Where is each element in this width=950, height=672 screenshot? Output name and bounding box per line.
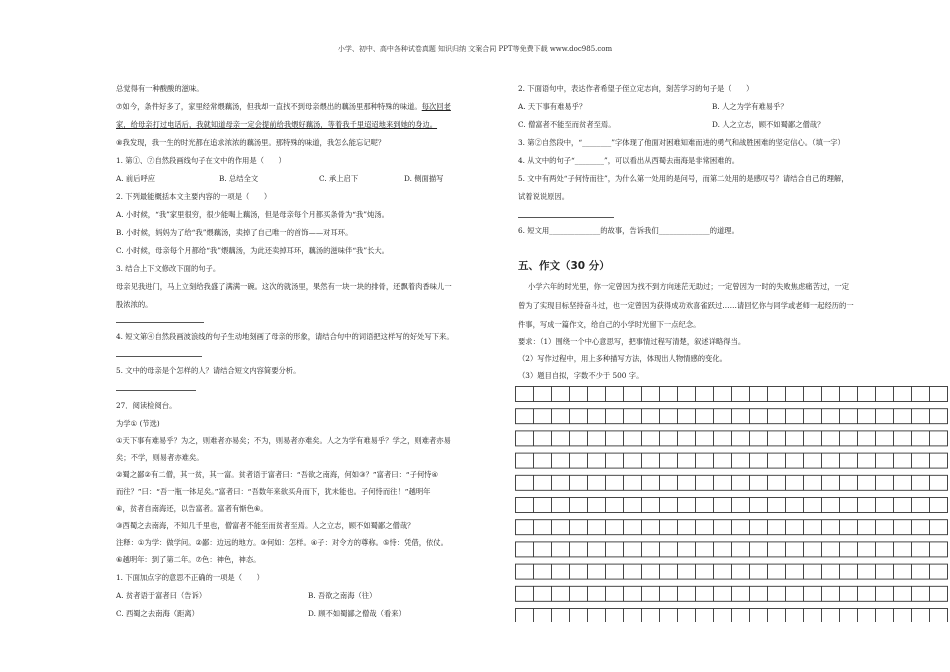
requirement: （2）写作过程中，用上多种描写方法，体现出人物情感的变化。 [518, 354, 727, 363]
classical-passage: 而往？”曰：“吾一瓶一钵足矣。”富者曰：“吾数年来欲买舟而下，犹未能也。子何恃而往！”越明年 [116, 487, 431, 496]
option-c[interactable]: C. 小时候，母亲每个月都给“我”煨藕汤，为此还卖掉耳环，藕汤的滋味伴“我”长大。 [116, 246, 389, 255]
annotation: ⑥越明年：到了第二年。⑦色：神色，神态。 [116, 555, 261, 564]
passage-line: 总觉得有一种酸酸的滋味。 [116, 84, 204, 93]
question-4: 4. 短文第④自然段画波浪线的句子生动地刻画了母亲的形象，请结合句中的词语把这样写的好处写下来。 [116, 332, 454, 341]
answer-line[interactable] [116, 390, 196, 391]
question-1: 1. 下面加点字的意思不正确的一项是（ ） [116, 573, 264, 582]
passage-title: 为学① (节选) [116, 419, 160, 428]
question-6: 6. 短文用______________的故事，告诉我们______________的道理。 [518, 226, 739, 235]
option-d[interactable]: D. 顾不如蜀鄙之僧哉（看来） [308, 609, 406, 618]
question-3-sentence: 母亲见我进门，马上立刻给我盛了满满一碗。这次的就汤里，果然有一块一块的排骨，还飘着肉香味儿一 [116, 282, 452, 291]
question-5: 试着说说原因。 [518, 192, 570, 201]
right-column [518, 80, 938, 380]
classical-passage: ②蜀之鄙②有二僧，其一贫，其一富。贫者语于富者曰：“吾欲之南海，何如③？”富者曰：“子何恃④ [116, 470, 439, 479]
option-a[interactable]: A. 小时候，“我”家里很穷，很少能喝上藕汤，但是母亲每个月都买条骨为“我”炖汤。 [116, 210, 389, 219]
essay-prompt: 件事，写成一篇作文，给自己的小学时光留下一点纪念。 [518, 320, 701, 329]
question-4: 4. 从文中的句子“________”，可以看出从西蜀去南海是非常困难的。 [518, 156, 740, 165]
question-3: 3. 结合上下文修改下面的句子。 [116, 264, 221, 273]
option-d[interactable]: D. 人之立志，顾不如蜀鄙之僧哉？ [712, 120, 825, 129]
option-a[interactable]: A. 贫者语于富者曰（告诉） [116, 591, 207, 600]
option-c[interactable]: C. 僧富者不能至而贫者至焉。 [518, 120, 616, 129]
option-c[interactable]: C. 西蜀之去南海（距离） [116, 609, 199, 618]
essay-prompt: 曾为了实现目标坚持奋斗过，也一定曾因为获得成功欢喜雀跃过……请回忆你与同学或老师一起经历的一 [518, 301, 854, 310]
option-b[interactable]: B. 小时候，妈妈为了给“我”煨藕汤，卖掉了自己唯一的首饰——对耳环。 [116, 228, 353, 237]
section-title: 五、作文（30 分） [518, 260, 610, 272]
question-3: 3. 第②自然段中，“________”字体现了他面对困难知难而进的勇气和战胜困难的坚定信心。（填一字） [518, 138, 845, 147]
passage-line: ⑦如今，条件好多了，家里经常煨藕汤，但我却一直找不到母亲煨出的藕汤里那种特殊的味道。每次回老 [116, 102, 451, 111]
essay-prompt: 小学六年的时光里，你一定曾因为找不到方向迷茫无助过；一定曾因为一时的失败焦虑痛苦过，一定 [528, 282, 850, 291]
classical-passage: ⑥，贫者自南海还，以告富者。富者有惭色⑥。 [116, 504, 268, 513]
answer-line[interactable] [518, 217, 614, 218]
question-5: 5. 文中的母亲是个怎样的人？请结合短文内容简要分析。 [116, 366, 301, 375]
option-b[interactable]: B. 总结全文 [219, 174, 259, 183]
option-a[interactable]: A. 前后呼应 [116, 174, 156, 183]
requirement: （3）题目自拟，字数不少于 500 字。 [518, 371, 644, 380]
classical-passage: ①天下事有难易乎？为之，则难者亦易矣；不为，则易者亦难矣。人之为学有难易乎？学之，则难者亦易 [116, 436, 451, 445]
option-a[interactable]: A. 天下事有难易乎？ [518, 102, 587, 111]
option-c[interactable]: C. 承上启下 [319, 174, 359, 183]
option-d[interactable]: D. 侧面描写 [404, 174, 444, 183]
question-2: 2. 下面语句中，表达作者希望子侄立定志向，刻苦学习的句子是（ ） [518, 84, 754, 93]
classical-passage: 矣；不学，则易者亦难矣。 [116, 453, 204, 462]
grid-svg [515, 386, 948, 622]
requirement: 要求：（1）围绕一个中心意思写，把事情过程写清楚，叙述详略得当。 [518, 337, 746, 346]
answer-line[interactable] [116, 322, 204, 323]
answer-line[interactable] [116, 356, 202, 357]
classical-passage: ③西蜀之去南海，不知几千里也，僧富者不能至而贫者至焉。人之立志，顾不如蜀鄙之僧哉？ [116, 521, 415, 530]
passage-line: ⑧我发现，我一生的时光都在追求浓浓的藕汤里。那特殊的味道，我怎么能忘记呢？ [116, 138, 386, 147]
option-b[interactable]: B. 人之为学有难易乎？ [712, 102, 788, 111]
annotation: 注释：①为学：做学问。②鄙：边远的地方。③何如：怎样。④子：对令方的尊称。⑤恃：凭借，依仗。 [116, 538, 448, 547]
question-27: 27．阅读检阅台。 [116, 401, 177, 410]
question-1: 1. 第①、⑦自然段画线句子在文中的作用是（ ） [116, 156, 286, 165]
left-column [116, 78, 496, 638]
question-3-sentence: 股浓浓的。 [116, 300, 153, 309]
option-b[interactable]: B. 吾欲之南海（往） [308, 591, 377, 600]
question-5: 5. 文中有两处“子何恃而往”，为什么第一处用的是问号，而第二处用的是感叹号？请结合自己的理解， [518, 174, 849, 183]
page-header: 小学、初中、高中各种试卷真题 知识归纳 文案合同 PPT等免费下载 www.doc985.com [337, 45, 613, 53]
question-2: 2. 下列最能概括本文主要内容的一项是（ ） [116, 192, 272, 201]
essay-writing-grid[interactable] [515, 386, 948, 622]
passage-line-underlined: 家，给母亲打过电话后，我就知道母亲一定会提前给我煨好藕汤，等着我千里迢迢地来到她的身边。 [116, 120, 438, 129]
